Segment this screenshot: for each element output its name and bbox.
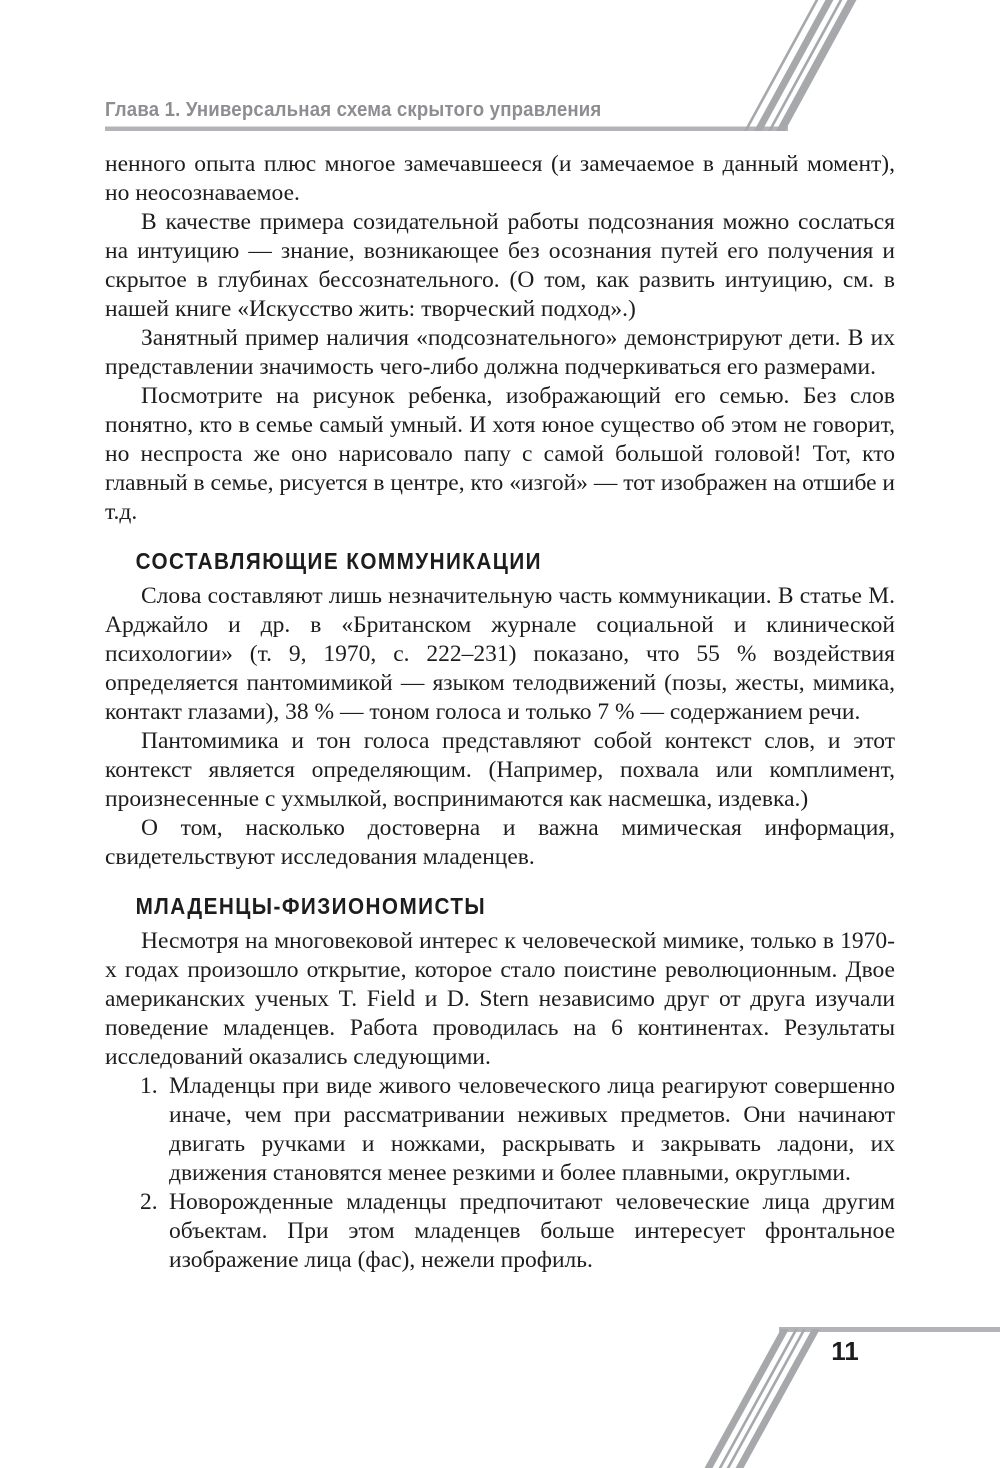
footer-rule bbox=[779, 1327, 1000, 1332]
page-number: 11 bbox=[831, 1336, 859, 1366]
list-item-text: Новорожденные младенцы предпочитают человеческие лица другим объектам. При этом младенцев больше интересует фронтальное изображение лица (фас), нежели профиль. bbox=[169, 1189, 895, 1273]
section-heading-communication-components: СОСТАВЛЯЮЩИЕ КОММУНИКАЦИИ bbox=[135, 548, 542, 574]
running-head: Глава 1. Универсальная схема скрытого управления bbox=[105, 99, 602, 121]
list-item-text: Младенцы при виде живого человеческого лица реагируют совершенно иначе, чем при рассматривании неживых предметов. Они начинают двигать ручками и ножками, раскрывать и закрывать ладони, их движения становятся менее резкими и более плавными, округлыми. bbox=[169, 1073, 895, 1186]
bottom-right-stripes-icon bbox=[704, 1329, 820, 1468]
top-right-stripes-icon bbox=[744, 0, 857, 131]
page-body bbox=[105, 150, 895, 1275]
list-item bbox=[140, 1072, 895, 1188]
list-item-number: 2. bbox=[140, 1189, 158, 1215]
body-paragraph: Пантомимика и тон голоса представляют собой контекст слов, и этот контекст является определяющим. (Например, похвала или комплимент, произнесенные с ухмылкой, воспринимаются как насмешка, издевка.) bbox=[105, 728, 895, 812]
list-item bbox=[140, 1188, 895, 1275]
list-item-number: 1. bbox=[140, 1073, 158, 1099]
body-paragraph: В качестве примера созидательной работы подсознания можно сослаться на интуицию — знание, возникающее без осознания путей его получения и скрытое в глубинах бессознательного. (О том, как развить интуицию, см. в нашей книге «Искусство жить: творческий подход».) bbox=[105, 209, 895, 322]
body-paragraph: О том, насколько достоверна и важна мимическая информация, свидетельствуют исследования младенцев. bbox=[105, 815, 895, 870]
numbered-list bbox=[140, 1072, 895, 1275]
header-rule bbox=[105, 127, 788, 132]
body-paragraph: Несмотря на многовековой интерес к человеческой мимике, только в 1970-х годах произошло открытие, которое стало поистине революционным. Двое американских ученых T. Field и D. Stern независимо друг от друга изучали поведение младенцев. Работа проводилась на 6 континентах. Результаты исследований оказались следующими. bbox=[105, 928, 895, 1070]
body-paragraph: Посмотрите на рисунок ребенка, изображающий его семью. Без слов понятно, кто в семье самый умный. И хотя юное существо об этом не говорит, но неспроста же оно нарисовало папу с самой большой головой! Тот, кто главный в семье, рисуется в центре, кто «изгой» — тот изображен на отшибе и т.д. bbox=[105, 383, 895, 525]
body-paragraph: ненного опыта плюс многое замечавшееся (и замечаемое в данный момент), но неосознаваемое. bbox=[105, 151, 895, 206]
body-paragraph: Слова составляют лишь незначительную часть коммуникации. В статье М. Арджайло и др. в «Британском журнале социальной и клинической психологии» (т. 9, 1970, с. 222–231) показано, что 55 % воздействия определяется пантомимикой — языком телодвижений (позы, жесты, мимика, контакт глазами), 38 % — тоном голоса и только 7 % — содержанием речи. bbox=[105, 583, 895, 725]
body-paragraph: Занятный пример наличия «подсознательного» демонстрируют дети. В их представлении значимость чего-либо должна подчеркиваться его размерами. bbox=[105, 325, 895, 380]
section-heading-infant-physiognomists: МЛАДЕНЦЫ-ФИЗИОНОМИСТЫ bbox=[135, 893, 487, 919]
